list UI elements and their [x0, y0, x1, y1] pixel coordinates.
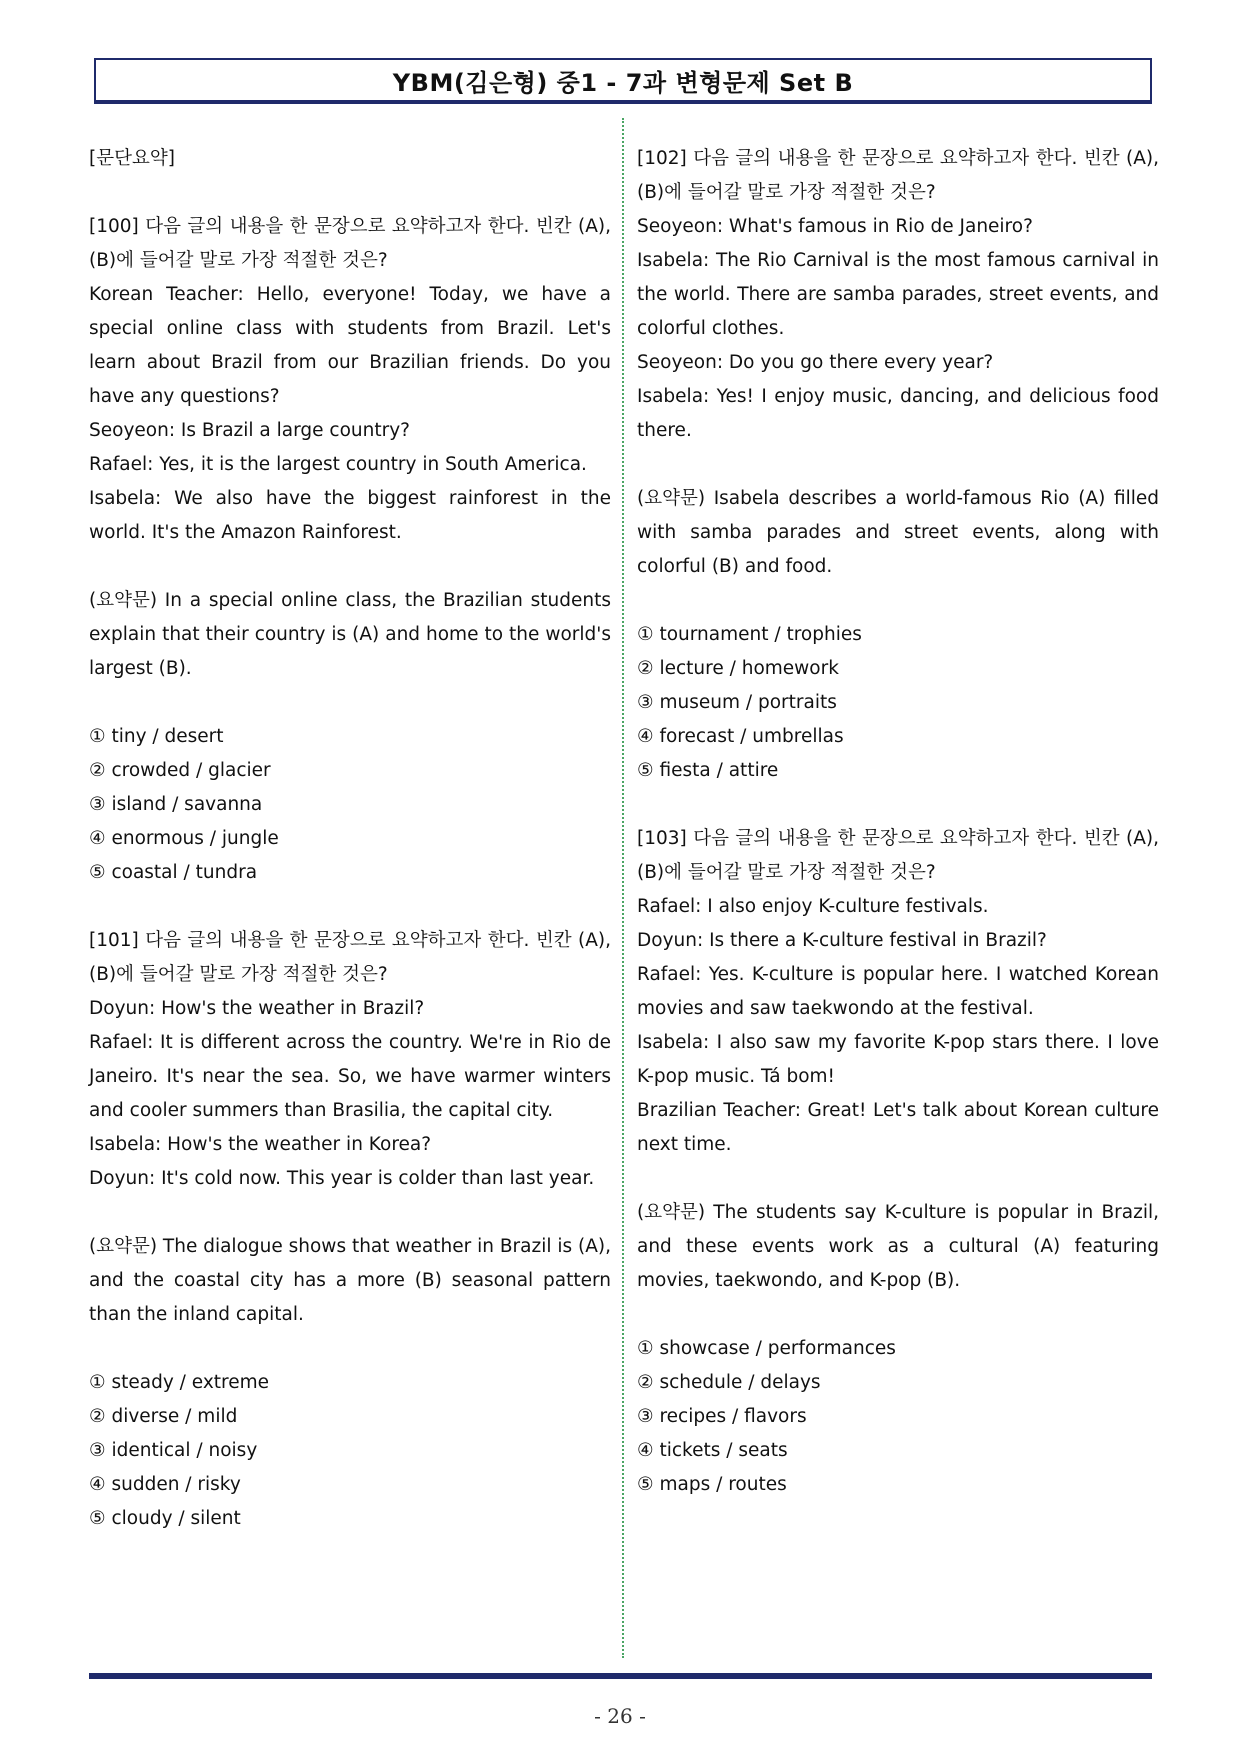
section-label: [문단요약]: [89, 148, 175, 169]
dialogue-line: Seoyeon: Is Brazil a large country?: [89, 420, 410, 441]
spacer: [637, 448, 1159, 482]
spacer: [637, 1298, 1159, 1332]
answer-option[interactable]: ② schedule / delays: [637, 1372, 821, 1393]
dialogue-line: Isabela: How's the weather in Korea?: [89, 1134, 432, 1155]
dialogue-line: Korean Teacher: Hello, everyone! Today, we have a special online class with students from Brazil. Let's learn about Brazil from our Brazilian friends. Do you have any questions?: [89, 284, 611, 407]
answer-option[interactable]: ⑤ cloudy / silent: [89, 1508, 241, 1529]
dialogue-line: Isabela: We also have the biggest rainforest in the world. It's the Amazon Rainforest.: [89, 488, 611, 543]
dialogue-line: Doyun: It's cold now. This year is colder than last year.: [89, 1168, 595, 1189]
dialogue-line: Isabela: The Rio Carnival is the most famous carnival in the world. There are samba parades, street events, and colorful clothes.: [637, 250, 1159, 339]
spacer: [89, 176, 611, 210]
summary-sentence: (요약문) The dialogue shows that weather in Brazil is (A), and the coastal city has a more (B) seasonal pattern than the inland capital.: [89, 1236, 611, 1325]
question-103: [637, 822, 1159, 1502]
spacer: [637, 788, 1159, 822]
column-divider: [622, 118, 624, 1658]
summary-sentence: (요약문) Isabela describes a world-famous Rio (A) filled with samba parades and street events, along with colorful (B) and food.: [637, 488, 1159, 577]
answer-option[interactable]: ① showcase / performances: [637, 1338, 896, 1359]
answer-option[interactable]: ④ forecast / umbrellas: [637, 726, 844, 747]
dialogue-line: Rafael: I also enjoy K-culture festivals.: [637, 896, 989, 917]
answer-option[interactable]: ③ identical / noisy: [89, 1440, 258, 1461]
answer-option[interactable]: ① tournament / trophies: [637, 624, 862, 645]
dialogue-line: Doyun: How's the weather in Brazil?: [89, 998, 425, 1019]
answer-option[interactable]: ③ recipes / flavors: [637, 1406, 807, 1427]
question-prompt: [102] 다음 글의 내용을 한 문장으로 요약하고자 한다. 빈칸 (A), (B)에 들어갈 말로 가장 적절한 것은?: [637, 148, 1159, 203]
question-102: [637, 142, 1159, 788]
spacer: [89, 550, 611, 584]
answer-option[interactable]: ② lecture / homework: [637, 658, 839, 679]
spacer: [89, 1196, 611, 1230]
question-101: [89, 924, 611, 1536]
left-column: [89, 142, 611, 1536]
page-number: - 26 -: [594, 1704, 646, 1728]
dialogue-line: Rafael: Yes, it is the largest country in South America.: [89, 454, 587, 475]
answer-option[interactable]: ② diverse / mild: [89, 1406, 238, 1427]
question-100: [89, 210, 611, 890]
spacer: [637, 1162, 1159, 1196]
spacer: [637, 584, 1159, 618]
spacer: [89, 890, 611, 924]
answer-option[interactable]: ④ tickets / seats: [637, 1440, 788, 1461]
answer-option[interactable]: ⑤ coastal / tundra: [89, 862, 258, 883]
dialogue-line: Isabela: Yes! I enjoy music, dancing, and delicious food there.: [637, 386, 1159, 441]
answer-option[interactable]: ④ sudden / risky: [89, 1474, 241, 1495]
footer-rule: [89, 1673, 1152, 1679]
dialogue-line: Seoyeon: What's famous in Rio de Janeiro?: [637, 216, 1033, 237]
right-column: [637, 142, 1159, 1502]
question-prompt: [103] 다음 글의 내용을 한 문장으로 요약하고자 한다. 빈칸 (A), (B)에 들어갈 말로 가장 적절한 것은?: [637, 828, 1159, 883]
dialogue-line: Seoyeon: Do you go there every year?: [637, 352, 994, 373]
page-header: [94, 58, 1152, 104]
answer-option[interactable]: ① steady / extreme: [89, 1372, 270, 1393]
answer-option[interactable]: ① tiny / desert: [89, 726, 224, 747]
question-prompt: [100] 다음 글의 내용을 한 문장으로 요약하고자 한다. 빈칸 (A), (B)에 들어갈 말로 가장 적절한 것은?: [89, 216, 611, 271]
spacer: [89, 686, 611, 720]
dialogue-line: Brazilian Teacher: Great! Let's talk about Korean culture next time.: [637, 1100, 1159, 1155]
summary-sentence: (요약문) The students say K-culture is popular in Brazil, and these events work as a cultural (A) featuring movies, taekwondo, and K-pop (B).: [637, 1202, 1159, 1291]
answer-option[interactable]: ⑤ fiesta / attire: [637, 760, 779, 781]
answer-option[interactable]: ⑤ maps / routes: [637, 1474, 787, 1495]
question-prompt: [101] 다음 글의 내용을 한 문장으로 요약하고자 한다. 빈칸 (A), (B)에 들어갈 말로 가장 적절한 것은?: [89, 930, 611, 985]
spacer: [89, 1332, 611, 1366]
page-title: YBM(김은형) 중1 - 7과 변형문제 Set B: [392, 68, 854, 97]
dialogue-line: Rafael: Yes. K-culture is popular here. I watched Korean movies and saw taekwondo at the festival.: [637, 964, 1159, 1019]
answer-option[interactable]: ③ museum / portraits: [637, 692, 837, 713]
answer-option[interactable]: ④ enormous / jungle: [89, 828, 279, 849]
summary-sentence: (요약문) In a special online class, the Brazilian students explain that their country is (A) and home to the world's largest (B).: [89, 590, 611, 679]
answer-option[interactable]: ② crowded / glacier: [89, 760, 271, 781]
answer-option[interactable]: ③ island / savanna: [89, 794, 263, 815]
dialogue-line: Isabela: I also saw my favorite K-pop stars there. I love K-pop music. Tá bom!: [637, 1032, 1159, 1087]
dialogue-line: Rafael: It is different across the country. We're in Rio de Janeiro. It's near the sea. So, we have warmer winters and cooler summers than Brasilia, the capital city.: [89, 1032, 611, 1121]
dialogue-line: Doyun: Is there a K-culture festival in Brazil?: [637, 930, 1047, 951]
